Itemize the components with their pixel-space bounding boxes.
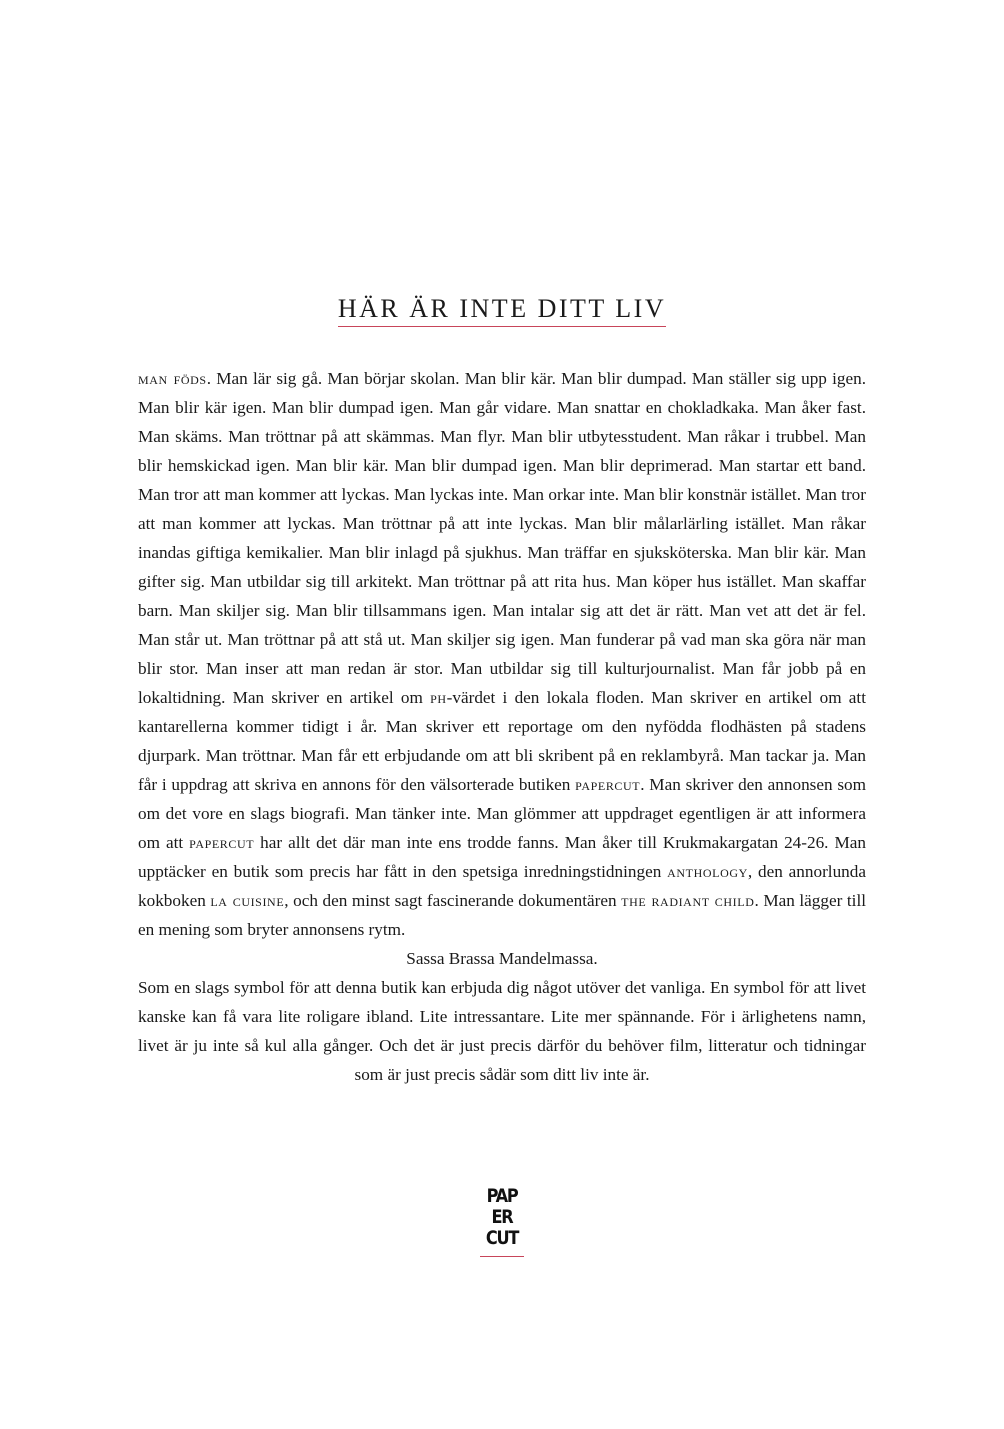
anthology-title: anthology [667,862,748,881]
page-title: HÄR ÄR INTE DITT LIV [338,293,666,327]
text-segment-2: -värdet i den lokala floden. Man skriver en artikel om att kantarellerna kommer tidigt i år. Man skriver ett reportage om den nyfödda flodhästen på stadens djurpark. Man tröttnar. Man får ett erbjudande om att bli skribent på en reklambyrå. Man tackar ja. Man får i uppdrag att skriva en annons för den välsorterade butiken [138,688,866,794]
text-segment-5: , den annorlunda kokboken [138,862,866,910]
centered-line: Sassa Brassa Mandelmassa. [406,949,598,968]
title-container [0,293,1004,327]
ph-smallcaps: ph [430,688,447,707]
text-segment-6: , och den minst sagt fascinerande dokumentären [284,891,622,910]
papercut-logo [478,1186,526,1258]
text-segment-3: . Man skriver den annonsen som om det vore en slags biografi. Man tänker inte. Man glömmer att uppdraget egentligen är att informera om att [138,775,866,852]
logo-line-3: CUT [485,1227,519,1249]
body-copy [138,364,866,1089]
text-segment-4: har allt det där man inte ens trodde fanns. Man åker till Krukmakargatan 24-26. Man upptäcker en butik som precis har fått in den spetsiga inredningstidningen [138,833,866,881]
paragraph-main [138,364,866,944]
la-cuisine-title: la cuisine [210,891,285,910]
papercut-brand-1: papercut [575,775,641,794]
text-segment-1: . Man lär sig gå. Man börjar skolan. Man blir kär. Man blir dumpad. Man ställer sig upp igen. Man blir kär igen. Man blir dumpad igen. Man går vidare. Man snattar en chokladkaka. Man åker fast. Man skäms. Man tröttnar på att skämmas. Man flyr. Man blir utbytesstudent. Man råkar i trubbel. Man blir hemskickad igen. Man blir kär. Man blir dumpad igen. Man blir deprimerad. Man startar ett band. Man tror att man kommer att lyckas. Man lyckas inte. Man orkar inte. Man blir konstnär istället. Man tror att man kommer att lyckas. Man tröttnar på att inte lyckas. Man blir målarlärling istället. Man råkar inandas giftiga kemikalier. Man blir inlagd på sjukhus. Man träffar en sjuksköterska. Man blir kär. Man gifter sig. Man utbildar sig till arkitekt. Man tröttnar på att rita hus. Man köper hus istället. Man skaffar barn. Man skiljer sig. Man blir tillsammans igen. Man intalar sig att det är rätt. Man vet att det är fel. Man står ut. Man tröttnar på att stå ut. Man skiljer sig igen. Man funderar på vad man ska göra när man blir stor. Man inser att man redan är stor. Man utbildar sig till kulturjournalist. Man får jobb på en lokaltidning. Man skriver en artikel om [138,369,867,707]
logo-line-2: ER [491,1206,513,1228]
text-segment-7: . Man lägger till en mening som bryter annonsens rytm. [138,891,866,939]
paragraph-closing: Som en slags symbol för att denna butik kan erbjuda dig något utöver det vanliga. En symbol för att livet kanske kan få vara lite roligare ibland. Lite intressantare. Lite mer spännande. För i ärlighetens namn, livet är ju inte så kul alla gånger. Och det är just precis därför du behöver film, litteratur och tidningar som är just precis sådär som ditt liv inte är. [138,978,866,1084]
papercut-brand-2: papercut [189,833,255,852]
logo-line-1: PAP [486,1185,518,1207]
logo-underline [480,1256,524,1257]
radiant-child-title: the radiant child [621,891,755,910]
lead-smallcaps: man föds [138,369,207,388]
